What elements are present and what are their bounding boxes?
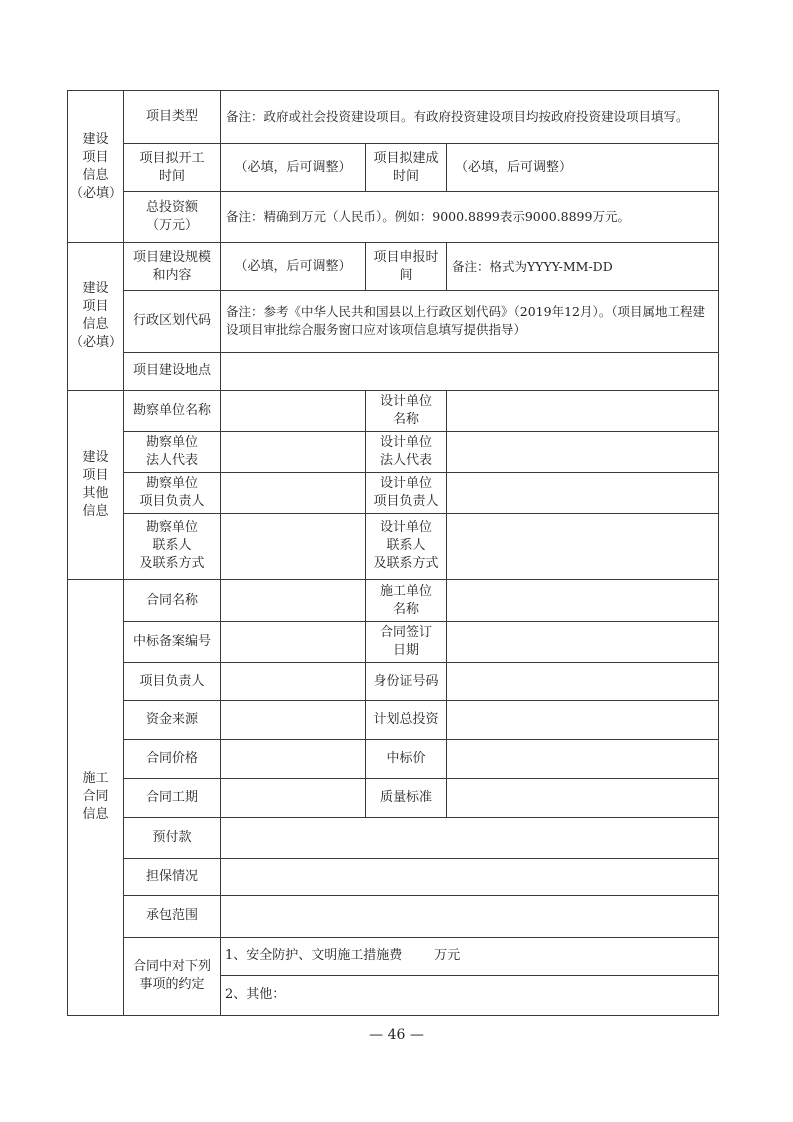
design-legal-rep-field[interactable] <box>447 431 719 472</box>
quality-standard-field[interactable] <box>447 779 719 818</box>
row-project-type <box>68 91 719 144</box>
row-guarantee <box>68 858 719 895</box>
advance-payment-field[interactable] <box>221 818 719 858</box>
row-contact <box>68 513 719 579</box>
agreement-1-text: 1、安全防护、文明施工措施费 <box>225 948 403 964</box>
project-type-note[interactable]: 备注：政府或社会投资建设项目。有政府投资建设项目均按政府投资建设项目填写。 <box>221 91 719 144</box>
row-survey-name <box>68 390 719 431</box>
survey-contact-field[interactable] <box>221 513 366 579</box>
row-project-manager <box>68 472 719 513</box>
row-investment <box>68 192 719 243</box>
id-number-label: 身份证号码 <box>366 663 447 701</box>
survey-pm-label: 勘察单位 项目负责人 <box>124 472 221 513</box>
contract-name-field[interactable] <box>221 579 366 621</box>
guarantee-field[interactable] <box>221 858 719 895</box>
row-contract-name <box>68 579 719 621</box>
start-time-field[interactable]: （必填，后可调整） <box>221 144 366 192</box>
investment-label: 总投资额 （万元） <box>124 192 221 243</box>
survey-contact-label: 勘察单位 联系人 及联系方式 <box>124 513 221 579</box>
section-label-3: 建设 项目 其他 信息 <box>68 390 124 579</box>
row-project-pm <box>68 663 719 701</box>
builder-name-label: 施工单位 名称 <box>366 579 447 621</box>
contract-price-field[interactable] <box>221 740 366 779</box>
builder-name-field[interactable] <box>447 579 719 621</box>
start-time-label: 项目拟开工 时间 <box>124 144 221 192</box>
row-legal-rep <box>68 431 719 472</box>
project-pm-label: 项目负责人 <box>124 663 221 701</box>
region-code-note[interactable]: 备注：参考《中华人民共和国县以上行政区划代码》（2019年12月）。（项目属地工程建设项目审批综合服务窗口应对该项信息填写提供指导） <box>221 291 719 352</box>
agreements-label: 合同中对下列 事项的约定 <box>124 937 221 1015</box>
section-label-1: 建设 项目 信息 （必填） <box>68 91 124 243</box>
row-period <box>68 779 719 818</box>
row-start-time <box>68 144 719 192</box>
row-bid-record <box>68 622 719 663</box>
contract-price-label: 合同价格 <box>124 740 221 779</box>
survey-legal-rep-label: 勘察单位 法人代表 <box>124 431 221 472</box>
project-pm-field[interactable] <box>221 663 366 701</box>
row-scale <box>68 243 719 291</box>
design-pm-field[interactable] <box>447 472 719 513</box>
guarantee-label: 担保情况 <box>124 858 221 895</box>
declare-time-label: 项目申报时 间 <box>366 243 447 291</box>
id-number-field[interactable] <box>447 663 719 701</box>
project-type-label: 项目类型 <box>124 91 221 144</box>
bid-price-field[interactable] <box>447 740 719 779</box>
row-region-code <box>68 291 719 352</box>
region-code-label: 行政区划代码 <box>124 291 221 352</box>
advance-payment-label: 预付款 <box>124 818 221 858</box>
location-label: 项目建设地点 <box>124 352 221 390</box>
design-unit-name-field[interactable] <box>447 390 719 431</box>
contract-name-label: 合同名称 <box>124 579 221 621</box>
section-label-2: 建设 项目 信息 （必填） <box>68 243 124 390</box>
planned-investment-label: 计划总投资 <box>366 701 447 740</box>
contract-period-label: 合同工期 <box>124 779 221 818</box>
contract-scope-field[interactable] <box>221 895 719 937</box>
bid-price-label: 中标价 <box>366 740 447 779</box>
contract-sign-date-label: 合同签订 日期 <box>366 622 447 663</box>
survey-legal-rep-field[interactable] <box>221 431 366 472</box>
scale-field[interactable]: （必填，后可调整） <box>221 243 366 291</box>
design-legal-rep-label: 设计单位 法人代表 <box>366 431 447 472</box>
fund-source-field[interactable] <box>221 701 366 740</box>
agreement-2-field[interactable]: 2、其他： <box>221 975 719 1015</box>
project-info-form-table <box>67 90 719 1016</box>
survey-unit-name-field[interactable] <box>221 390 366 431</box>
design-unit-name-label: 设计单位 名称 <box>366 390 447 431</box>
survey-unit-name-label: 勘察单位名称 <box>124 390 221 431</box>
location-field[interactable] <box>221 352 719 390</box>
row-agreement-1 <box>68 937 719 975</box>
design-contact-label: 设计单位 联系人 及联系方式 <box>366 513 447 579</box>
row-advance-payment <box>68 818 719 858</box>
fund-source-label: 资金来源 <box>124 701 221 740</box>
contract-period-field[interactable] <box>221 779 366 818</box>
investment-note[interactable]: 备注：精确到万元（人民币）。例如：9000.8899表示9000.8899万元。 <box>221 192 719 243</box>
contract-sign-date-field[interactable] <box>447 622 719 663</box>
row-location <box>68 352 719 390</box>
scale-label: 项目建设规模 和内容 <box>124 243 221 291</box>
declare-time-note[interactable]: 备注：格式为YYYY-MM-DD <box>447 243 719 291</box>
bid-record-field[interactable] <box>221 622 366 663</box>
page-number: — 46 — <box>369 1027 424 1043</box>
complete-time-field[interactable]: （必填，后可调整） <box>447 144 719 192</box>
design-contact-field[interactable] <box>447 513 719 579</box>
row-price <box>68 740 719 779</box>
row-fund <box>68 701 719 740</box>
section-label-4: 施工 合同 信息 <box>68 579 124 1015</box>
complete-time-label: 项目拟建成 时间 <box>366 144 447 192</box>
contract-scope-label: 承包范围 <box>124 895 221 937</box>
bid-record-label: 中标备案编号 <box>124 622 221 663</box>
survey-pm-field[interactable] <box>221 472 366 513</box>
agreement-1-field[interactable] <box>221 937 719 975</box>
design-pm-label: 设计单位 项目负责人 <box>366 472 447 513</box>
row-scope <box>68 895 719 937</box>
agreement-1-unit: 万元 <box>434 948 461 964</box>
planned-investment-field[interactable] <box>447 701 719 740</box>
quality-standard-label: 质量标准 <box>366 779 447 818</box>
